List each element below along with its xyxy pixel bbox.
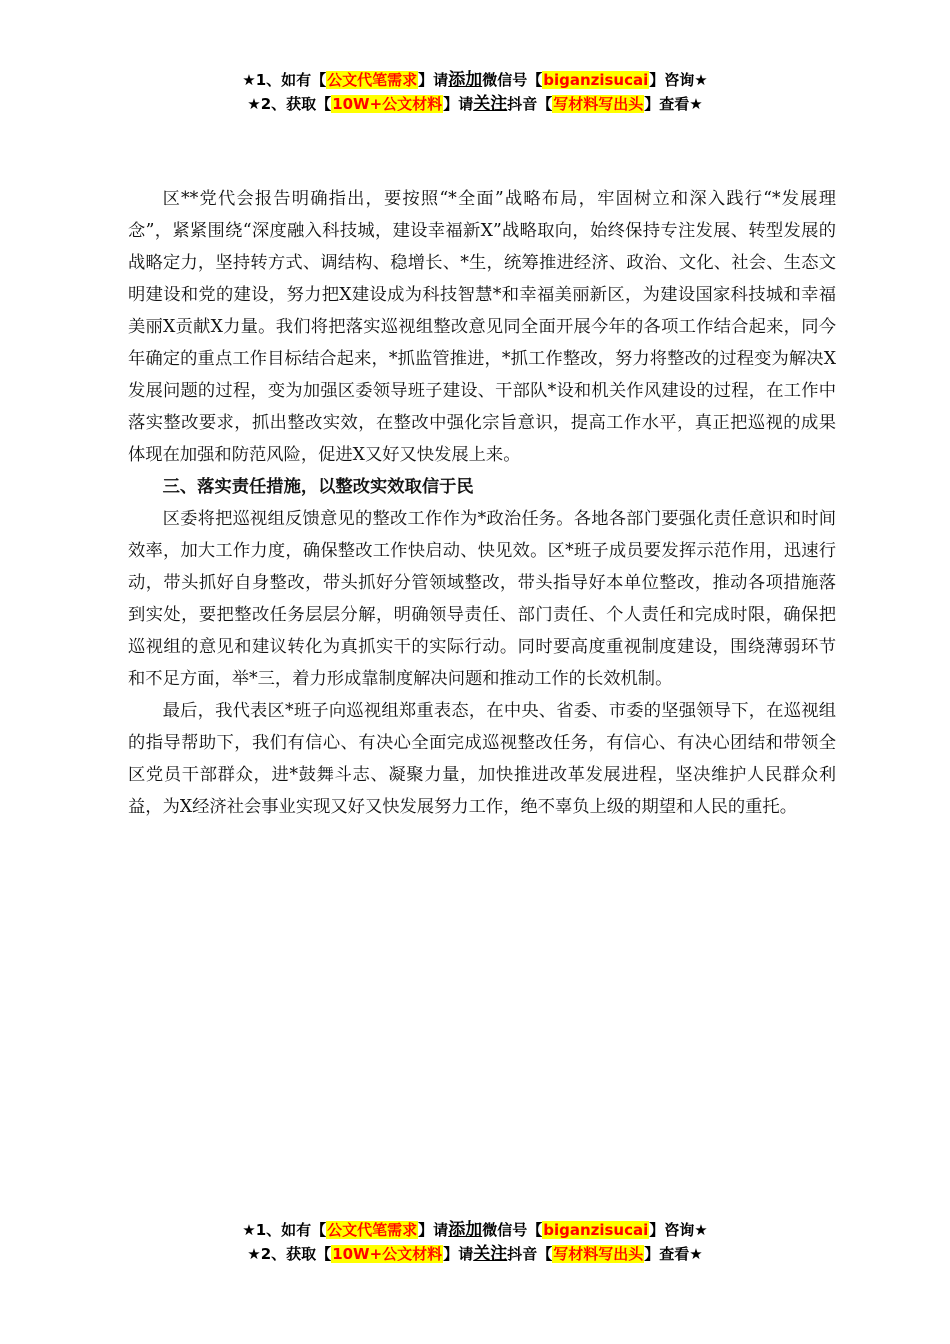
highlight-douyin: 写材料写出头 — [553, 95, 644, 113]
banner-line-1 — [0, 68, 950, 92]
header-banner — [0, 68, 950, 116]
document-body — [128, 183, 836, 823]
banner-text: 】查看★ — [644, 95, 703, 113]
highlight-service: 公文代笔需求 — [327, 1221, 418, 1239]
banner-text: 】请 — [443, 1245, 474, 1263]
banner-text: 】咨询★ — [649, 71, 708, 89]
banner-text: 抖音【 — [507, 95, 553, 113]
highlight-wechat-id: biganzisucai — [543, 71, 649, 89]
banner-text: 】咨询★ — [649, 1221, 708, 1239]
highlight-materials: 10W+公文材料 — [332, 95, 443, 113]
banner-line-2 — [0, 92, 950, 116]
paragraph-1: 区**党代会报告明确指出，要按照“*全面”战略布局，牢固树立和深入践行“*发展理念”，紧紧围绕“深度融入科技城，建设幸福新X”战略取向，始终保持专注发展、转型发展的战略定力，坚持转方式、调结构、稳增长、*生，统筹推进经济、政治、文化、社会、生态文明建设和党的建设，努力把X建设成为科技智慧*和幸福美丽新区，为建设国家科技城和幸福美丽X贡献X力量。我们将把落实巡视组整改意见同全面开展今年的各项工作结合起来，同今年确定的重点工作目标结合起来，*抓监管推进，*抓工作整改，努力将整改的过程变为解决X发展问题的过程，变为加强区委领导班子建设、干部队*设和机关作风建设的过程，在工作中落实整改要求，抓出整改实效，在整改中强化宗旨意识，提高工作水平，真正把巡视的成果体现在加强和防范风险，促进X又好又快发展上来。 — [128, 189, 836, 465]
banner-text: 微信号【 — [482, 71, 543, 89]
underline-follow: 关注 — [473, 1244, 508, 1264]
banner-text: 】查看★ — [644, 1245, 703, 1263]
underline-add: 添加 — [448, 1220, 483, 1240]
banner-line-2 — [0, 1242, 950, 1266]
highlight-materials: 10W+公文材料 — [332, 1245, 443, 1263]
highlight-douyin: 写材料写出头 — [553, 1245, 644, 1263]
paragraph-2: 区委将把巡视组反馈意见的整改工作作为*政治任务。各地各部门要强化责任意识和时间效率，加大工作力度，确保整改工作快启动、快见效。区*班子成员要发挥示范作用，迅速行动，带头抓好自身整改，带头抓好分管领域整改，带头指导好本单位整改，推动各项措施落到实处，要把整改任务层层分解，明确领导责任、部门责任、个人责任和完成时限，确保把巡视组的意见和建议转化为真抓实干的实际行动。同时要高度重视制度建设，围绕薄弱环节和不足方面，举*三，着力形成靠制度解决问题和推动工作的长效机制。 — [128, 509, 836, 689]
footer-banner — [0, 1218, 950, 1266]
banner-text: 】请 — [418, 71, 449, 89]
highlight-wechat-id: biganzisucai — [543, 1221, 649, 1239]
banner-text: 】请 — [418, 1221, 449, 1239]
banner-text: 抖音【 — [507, 1245, 553, 1263]
banner-text: ★1、如有【 — [242, 1221, 327, 1239]
banner-text: 微信号【 — [482, 1221, 543, 1239]
banner-line-1 — [0, 1218, 950, 1242]
highlight-service: 公文代笔需求 — [327, 71, 418, 89]
banner-text: 】请 — [443, 95, 474, 113]
paragraph-3: 最后，我代表区*班子向巡视组郑重表态，在中央、省委、市委的坚强领导下，在巡视组的指导帮助下，我们有信心、有决心全面完成巡视整改任务，有信心、有决心团结和带领全区党员干部群众，进*鼓舞斗志、凝聚力量，加快推进改革发展进程，坚决维护人民群众利益，为X经济社会事业实现又好又快发展努力工作，绝不辜负上级的期望和人民的重托。 — [128, 701, 836, 817]
section-heading-3: 三、落实责任措施，以整改实效取信于民 — [162, 477, 474, 497]
underline-follow: 关注 — [473, 94, 508, 114]
underline-add: 添加 — [448, 70, 483, 90]
banner-text: ★2、获取【 — [247, 95, 332, 113]
banner-text: ★2、获取【 — [247, 1245, 332, 1263]
banner-text: ★1、如有【 — [242, 71, 327, 89]
